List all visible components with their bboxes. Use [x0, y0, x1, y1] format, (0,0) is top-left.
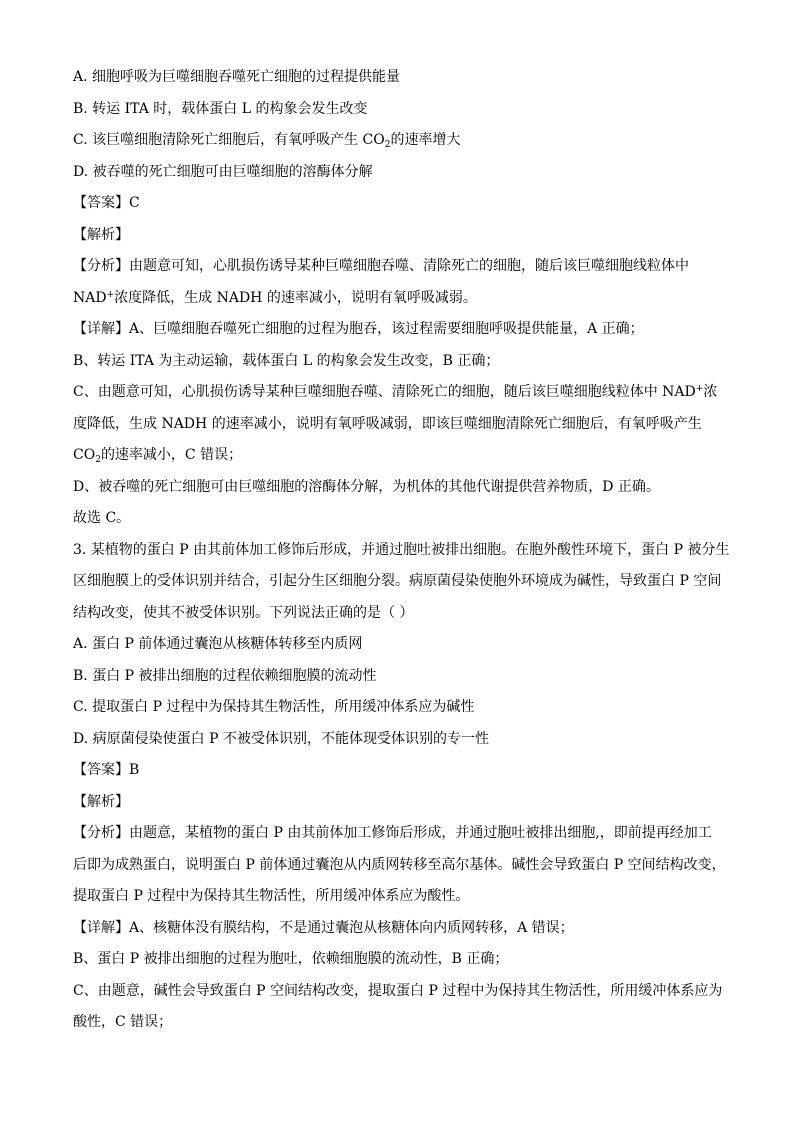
q3-xiangjie-a: 【详解】A、核糖体没有膜结构，不是通过囊泡从核糖体向内质网转移，A 错误； — [73, 919, 574, 936]
q3-xiangjie-c1: C、由题意，碱性会导致蛋白 P 空间结构改变，提取蛋白 P 过程中为保持其生物活性，所用缓冲体系应为 — [73, 982, 723, 999]
q2-option-c: C. 该巨噬细胞清除死亡细胞后，有氧呼吸产生 $CO_2$的速率增大 — [73, 132, 461, 150]
q3-xiangjie-c2: 酸性，C 错误； — [73, 1014, 173, 1030]
q2-xiangjie-a: 【详解】A、巨噬细胞吞噬死亡细胞的过程为胞吞，该过程需要细胞呼吸提供能量，A 正确； — [73, 321, 644, 337]
q2-analysis-tag: 【解析】 — [73, 226, 129, 243]
q2-fenxi-line1: 【分析】由题意可知，心肌损伤诱导某种巨噬细胞吞噬、清除死亡的细胞，随后该巨噬细胞线粒体中 — [73, 258, 689, 274]
answer-value: C — [129, 195, 140, 211]
q3-fenxi-line2: 后即为成熟蛋白，说明蛋白 P 前体通过囊泡从内质网转移至高尔基体。碱性会导致蛋白 P 空间结构改变， — [73, 856, 726, 873]
q3-xiangjie-b: B、蛋白 P 被排出细胞的过程为胞吐，依赖细胞膜的流动性，B 正确； — [73, 951, 509, 967]
q2-xiangjie-b: B、转运 ITA 为主动运输，载体蛋白 L 的构象会发生改变，B 正确； — [73, 352, 500, 369]
q2-xiangjie-c2: 度降低，生成 NADH 的速率减小，说明有氧呼吸减弱，即该巨噬细胞清除死亡细胞后，有氧呼吸产生 — [73, 415, 702, 432]
q3-option-d: D. 病原菌侵染使蛋白 P 不被受体识别，不能体现受体识别的专一性 — [73, 730, 489, 747]
answer-value: B — [129, 762, 140, 778]
document-page — [73, 62, 730, 1039]
q2-option-b: B. 转运 ITA 时，载体蛋白 L 的构象会发生改变 — [73, 100, 368, 117]
q3-option-b: B. 蛋白 P 被排出细胞的过程依赖细胞膜的流动性 — [73, 667, 377, 684]
answer-tag: 【答案】 — [73, 195, 129, 211]
q3-fenxi-line3: 提取蛋白 P 过程中为保持其生物活性，所用缓冲体系应为酸性。 — [73, 888, 470, 904]
q3-answer — [73, 755, 723, 787]
q3-stem-line2: 区细胞膜上的受体识别并结合，引起分生区细胞分裂。病原菌侵染使胞外环境成为碱性，导致蛋白 P 空间 — [73, 573, 722, 589]
q2-xiangjie-c1: C、由题意可知，心肌损伤诱导某种巨噬细胞吞噬、清除死亡的细胞，随后该巨噬细胞线粒体中 NAD+浓 — [73, 384, 718, 400]
q2-fenxi-line2: NAD+浓度降低，生成 NADH 的速率减小，说明有氧呼吸减弱。 — [73, 289, 477, 306]
q3-option-c: C. 提取蛋白 P 过程中为保持其生物活性，所用缓冲体系应为碱性 — [73, 699, 475, 715]
answer-tag: 【答案】 — [73, 762, 129, 778]
q3-stem-line3: 结构改变，使其不被受体识别。下列说法正确的是（ ） — [73, 604, 414, 621]
q2-option-d: D. 被吞噬的死亡细胞可由巨噬细胞的溶酶体分解 — [73, 163, 373, 180]
q2-xiangjie-d: D、被吞噬的死亡细胞可由巨噬细胞的溶酶体分解，为机体的其他代谢提供营养物质，D 正确。 — [73, 478, 660, 495]
q3-fenxi-line1: 【分析】由题意，某植物的蛋白 P 由其前体加工修饰后形成，并通过胞吐被排出细胞,，即前提再经加工 — [73, 825, 712, 841]
q3-stem-line1: 3. 某植物的蛋白 P 由其前体加工修饰后形成，并通过胞吐被排出细胞。在胞外酸性环境下，蛋白 P 被分生 — [73, 541, 730, 558]
q3-analysis-tag: 【解析】 — [73, 793, 129, 810]
q2-conclusion: 故选 C。 — [73, 510, 131, 526]
q3-option-a: A. 蛋白 P 前体通过囊泡从核糖体转移至内质网 — [73, 636, 363, 652]
q2-option-a: A. 细胞呼吸为巨噬细胞吞噬死亡细胞的过程提供能量 — [73, 69, 401, 85]
q2-xiangjie-c3: $CO_2$的速率减小，C 错误； — [73, 447, 243, 465]
q2-answer — [73, 188, 723, 220]
